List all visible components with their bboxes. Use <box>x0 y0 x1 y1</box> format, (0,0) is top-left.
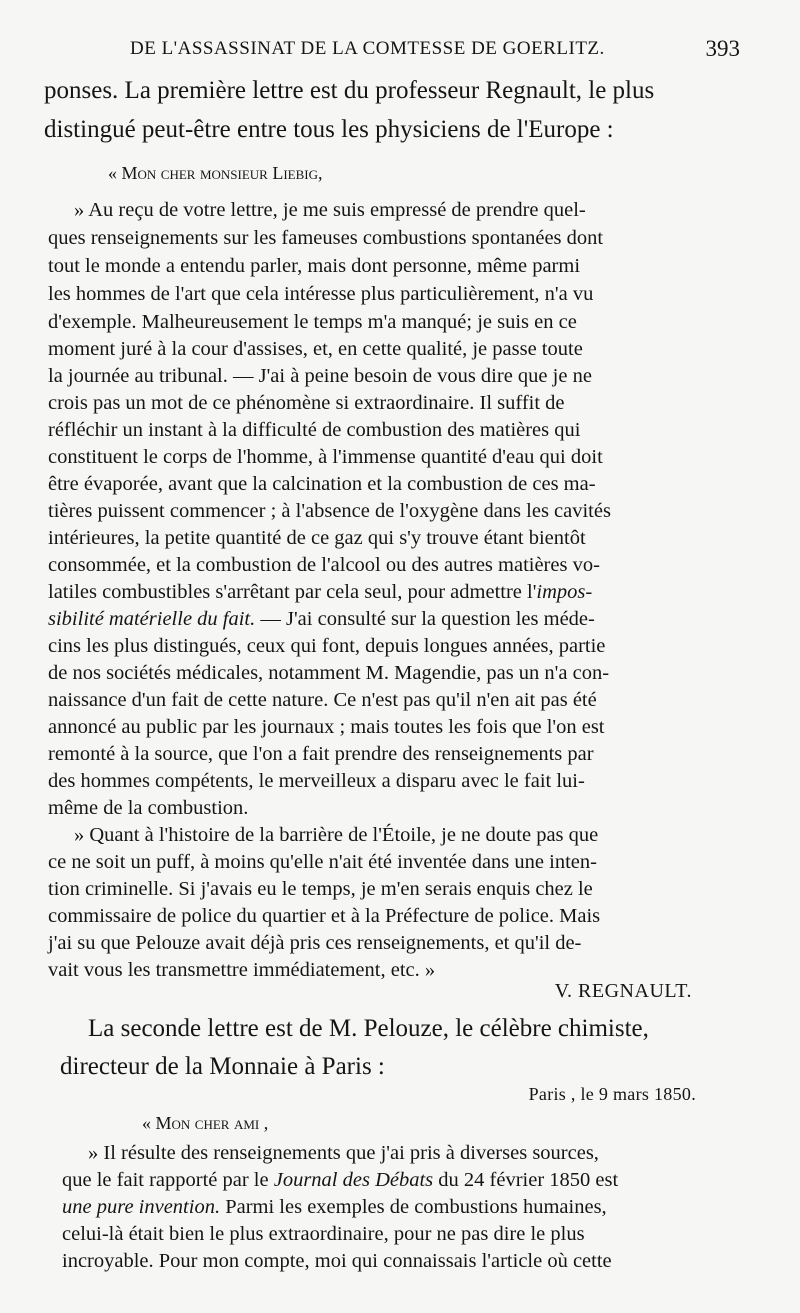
letter1-line-4: les hommes de l'art que cela intéresse plus particulièrement, n'a vu <box>48 283 594 305</box>
letter1-line-19: naissance d'un fait de cette nature. Ce n'est pas qu'il n'en ait pas été <box>48 689 597 711</box>
letter1-line-11: être évaporée, avant que la calcination et la combustion de ces ma- <box>48 473 596 495</box>
letter1-line-17: cins les plus distingués, ceux qui font, depuis longues années, partie <box>48 635 606 657</box>
letter2-line-4: celui-là était bien le plus extraordinaire, pour ne pas dire le plus <box>62 1223 585 1245</box>
letter2-line-3 <box>62 1197 752 1218</box>
running-head-title: DE L'ASSASSINAT DE LA COMTESSE DE GOERLITZ. <box>130 38 605 59</box>
letter1-line-15-roman: latiles combustibles s'arrêtant par cela seul, pour admettre l' <box>48 581 537 603</box>
letter1-line-20: annoncé au public par les journaux ; mais toutes les fois que l'on est <box>48 716 605 738</box>
letter1-p2-line-4: commissaire de police du quartier et à la Préfecture de police. Mais <box>48 905 601 927</box>
letter1-line-8: crois pas un mot de ce phénomène si extraordinaire. Il suffit de <box>48 392 565 414</box>
letter1-line-15 <box>48 582 736 603</box>
letter1-line-21: remonté à la source, que l'on a fait prendre des renseignements par <box>48 743 594 765</box>
letter2-line-2 <box>62 1170 752 1191</box>
letter1-line-7: la journée au tribunal. — J'ai à peine besoin de vous dire que je ne <box>48 365 592 387</box>
letter1-line-14: consommée, et la combustion de l'alcool ou des autres matières vo- <box>48 554 600 576</box>
letter1-p2-line-2: ce ne soit un puff, à moins qu'elle n'ait été inventée dans une inten- <box>48 851 597 873</box>
letter2-line-3-italic: une pure invention. <box>62 1196 221 1218</box>
letter1-line-22: des hommes compétents, le merveilleux a disparu avec le fait lui- <box>48 770 585 792</box>
letter1-line-16-roman: — J'ai consulté sur la question les méde- <box>255 608 595 630</box>
second-intro-line-2: directeur de la Monnaie à Paris : <box>60 1053 385 1080</box>
letter1-line-10: constituent le corps de l'homme, à l'immense quantité d'eau qui doit <box>48 446 603 468</box>
letter1-line-3: tout le monde a entendu parler, mais dont personne, même parmi <box>48 255 581 277</box>
letter1-p2-line-1: » Quant à l'histoire de la barrière de l'Étoile, je ne doute pas que <box>74 824 599 846</box>
letter2-line-2-journal-title: Journal des Débats <box>273 1169 434 1191</box>
intro-line-1: ponses. La première lettre est du professeur Regnault, le plus <box>44 77 655 104</box>
letter1-line-18: de nos sociétés médicales, notamment M. Magendie, pas un n'a con- <box>48 662 610 684</box>
letter2-line-2-roman-b: du 24 février 1850 est <box>433 1169 619 1191</box>
letter1-line-12: tières puissent commencer ; à l'absence de l'oxygène dans les cavités <box>48 500 611 522</box>
intro-line-2: distingué peut-être entre tous les physiciens de l'Europe : <box>44 116 614 143</box>
letter1-salutation: « Mon cher monsieur Liebig, <box>108 163 323 183</box>
page-number: 393 <box>705 36 740 61</box>
letter2-line-2-roman-a: que le fait rapporté par le <box>62 1169 274 1191</box>
letter2-line-1: » Il résulte des renseignements que j'ai pris à diverses sources, <box>88 1142 599 1164</box>
letter1-line-5: d'exemple. Malheureusement le temps m'a manqué; je suis en ce <box>48 311 577 333</box>
letter1-line-2: ques renseignements sur les fameuses combustions spontanées dont <box>48 227 604 249</box>
second-intro-line-1: La seconde lettre est de M. Pelouze, le célèbre chimiste, <box>88 1015 649 1042</box>
letter2-line-3-roman: Parmi les exemples de combustions humaines, <box>220 1196 607 1218</box>
letter1-line-9: réfléchir un instant à la difficulté de combustion des matières qui <box>48 419 581 441</box>
letter1-p2-line-6: vait vous les transmettre immédiatement, etc. » <box>48 959 436 981</box>
running-head <box>0 0 800 80</box>
letter1-p2-line-5: j'ai su que Pelouze avait déjà pris ces renseignements, et qu'il de- <box>48 932 582 954</box>
letter2-date: Paris , le 9 mars 1850. <box>528 1084 696 1104</box>
letter1-line-1: » Au reçu de votre lettre, je me suis empressé de prendre quel- <box>74 199 586 221</box>
letter1-line-16-italic: sibilité matérielle du fait. <box>48 608 256 630</box>
letter1-line-13: intérieures, la petite quantité de ce gaz qui s'y trouve étant bientôt <box>48 527 586 549</box>
letter1-line-23: même de la combustion. <box>48 797 249 819</box>
letter1-signature: V. REGNAULT. <box>554 980 692 1002</box>
letter1-p2-line-3: tion criminelle. Si j'avais eu le temps, je m'en serais enquis chez le <box>48 878 593 900</box>
letter1-line-6: moment juré à la cour d'assises, et, en cette qualité, je passe toute <box>48 338 583 360</box>
letter1-line-16 <box>48 609 736 630</box>
letter2-salutation: « Mon cher ami , <box>142 1113 269 1133</box>
letter1-line-15-italic: impos- <box>536 581 593 603</box>
letter2-line-5: incroyable. Pour mon compte, moi qui connaissais l'article où cette <box>62 1250 612 1272</box>
